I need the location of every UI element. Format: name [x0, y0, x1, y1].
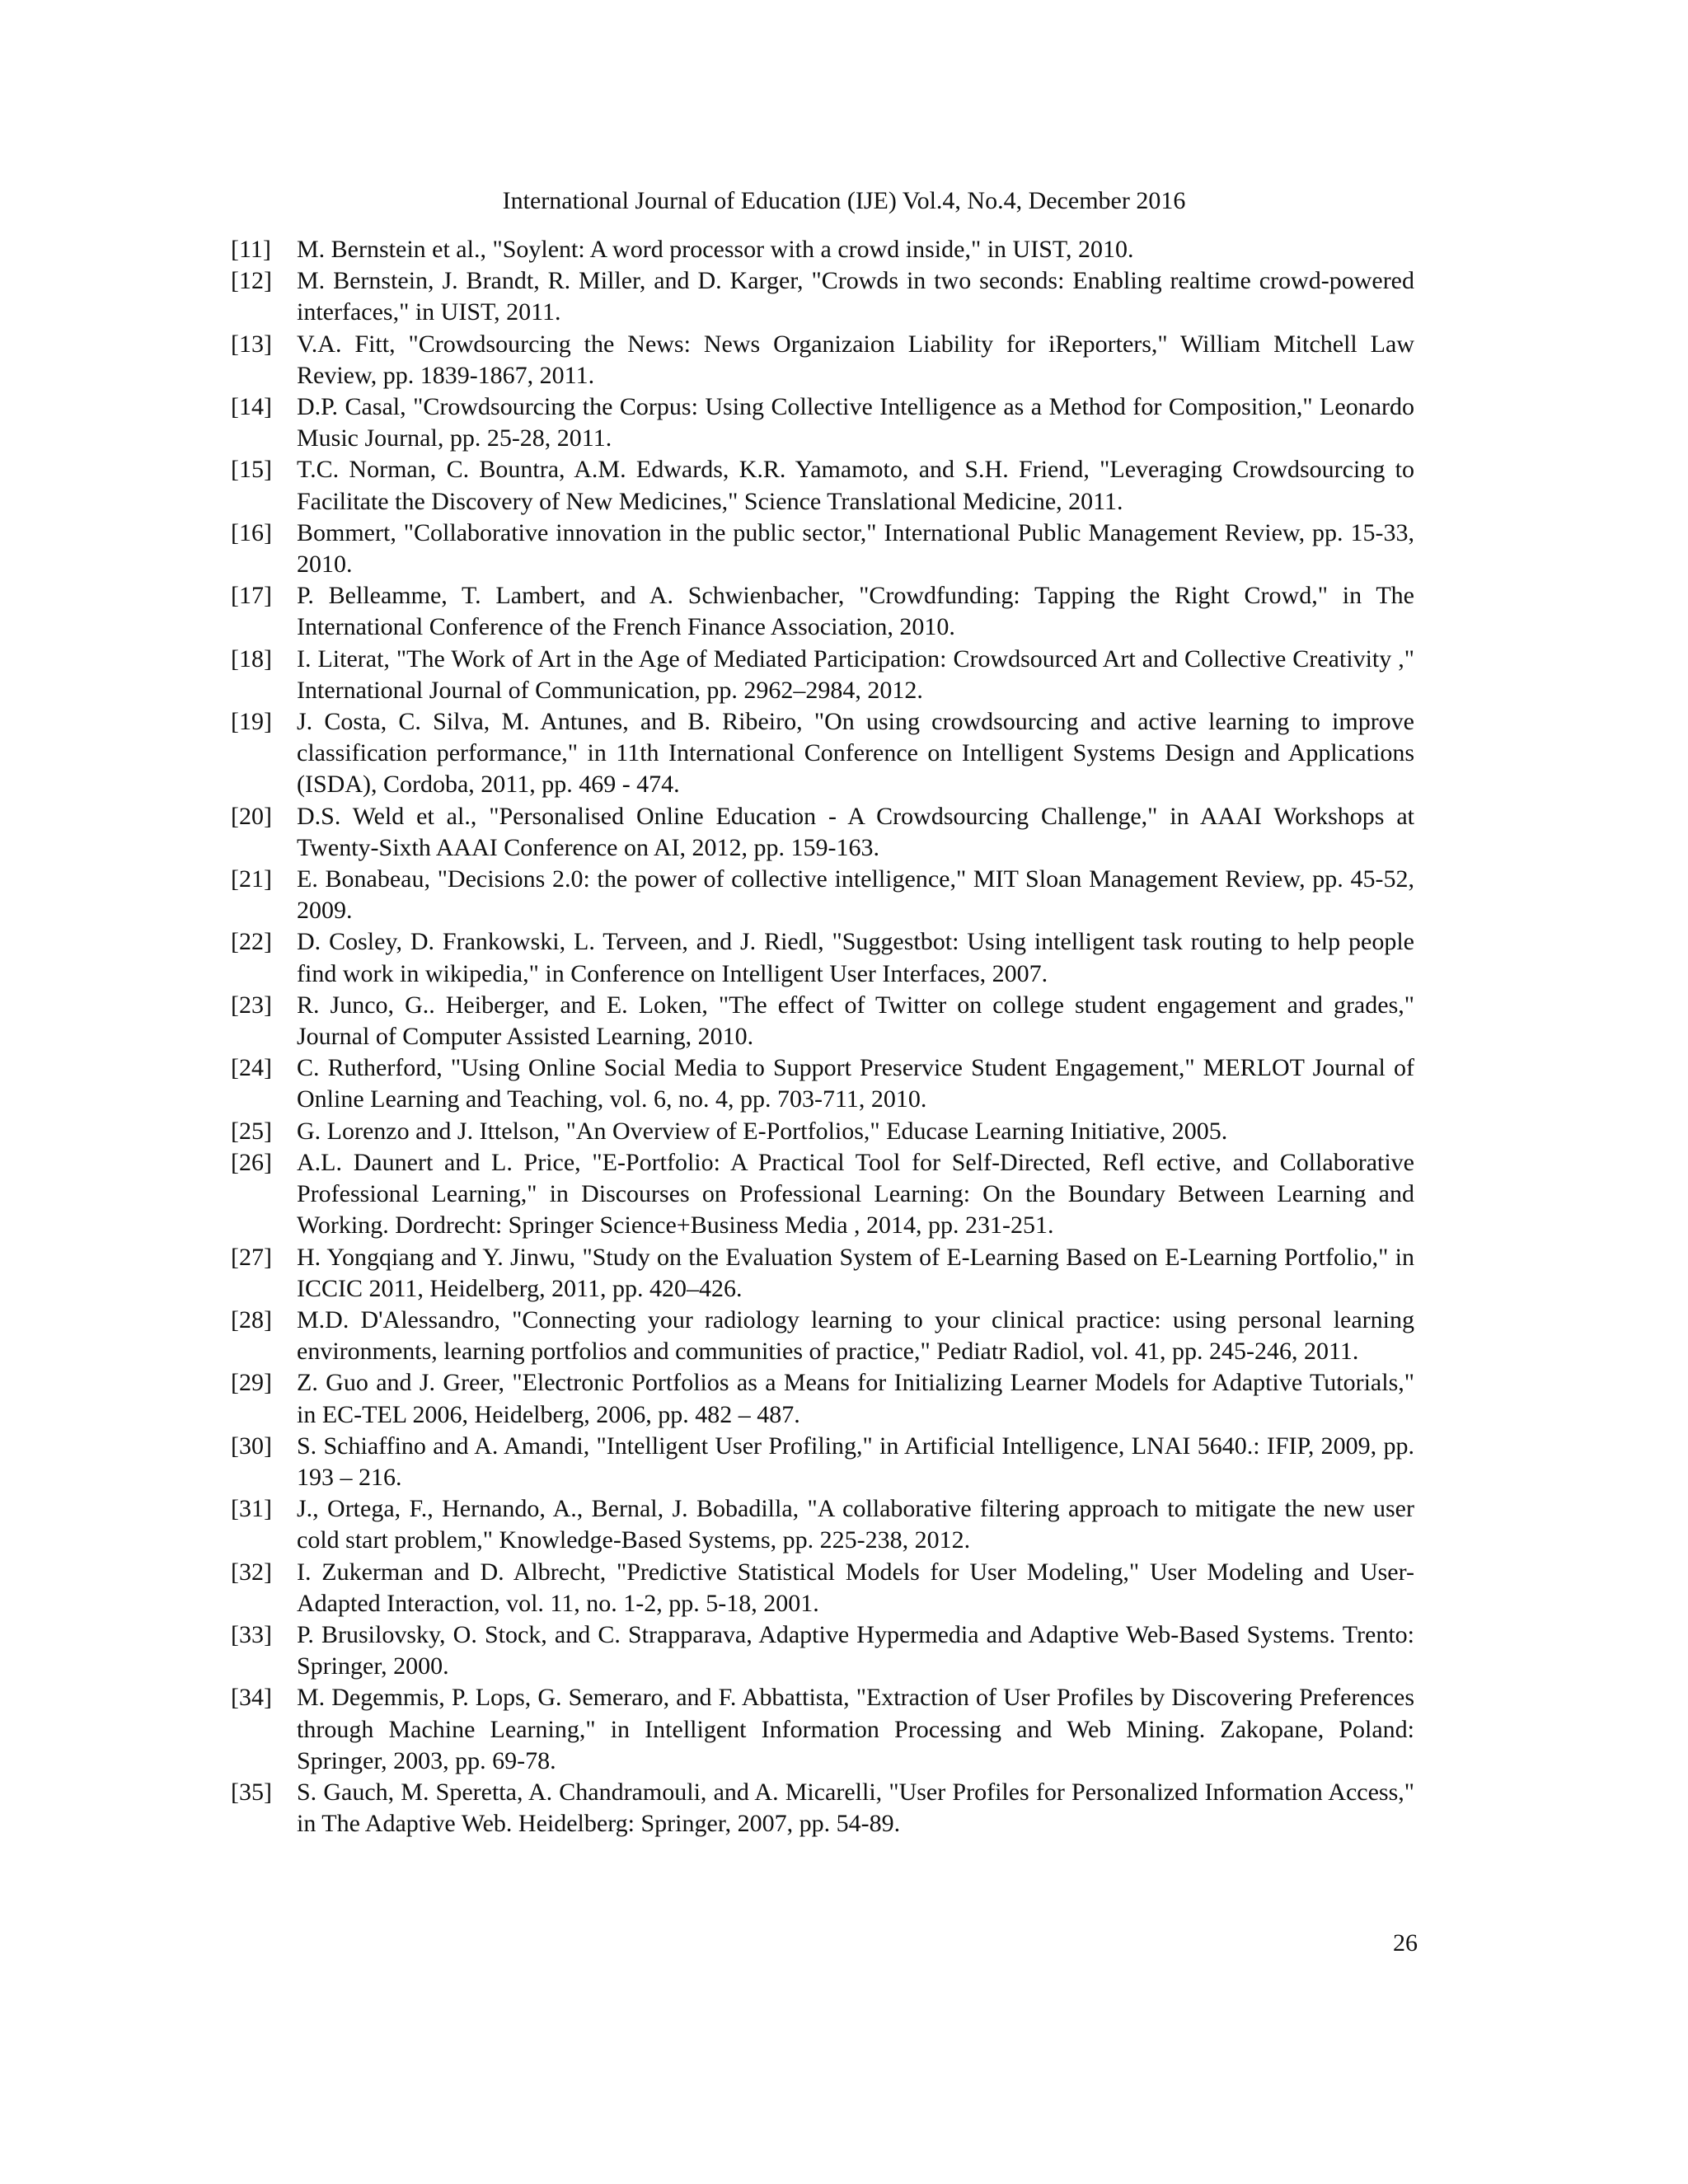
reference-text: A.L. Daunert and L. Price, "E-Portfolio: A Practical Tool for Self-Directed, Refl ective, and Collaborative Professional Learning," in Discourses on Professional Learning: On the Boundary Between Learning and Working. Dordrecht: Springer Science+Business Media , 2014, pp. 231-251.	[297, 1148, 1414, 1240]
reference-item	[231, 1431, 1414, 1493]
reference-text: T.C. Norman, C. Bountra, A.M. Edwards, K.R. Yamamoto, and S.H. Friend, "Leveraging Crowdsourcing to Facilitate the Discovery of New Medicines," Science Translational Medicine, 2011.	[297, 456, 1414, 515]
reference-number: [34]	[231, 1684, 272, 1712]
reference-number: [17]	[231, 582, 272, 610]
reference-text: M. Bernstein, J. Brandt, R. Miller, and D. Karger, "Crowds in two seconds: Enabling realtime crowd-powered interfaces," in UIST, 2011.	[297, 267, 1414, 326]
reference-text: I. Zukerman and D. Albrecht, "Predictive Statistical Models for User Modeling," User Modeling and User-Adapted Interaction, vol. 11, no. 1-2, pp. 5-18, 2001.	[297, 1558, 1414, 1617]
reference-number: [24]	[231, 1054, 272, 1082]
reference-number: [11]	[231, 236, 271, 263]
reference-number: [16]	[231, 518, 272, 546]
reference-item	[231, 1557, 1414, 1619]
reference-text: J., Ortega, F., Hernando, A., Bernal, J. Bobadilla, "A collaborative filtering approach to mitigate the new user cold start problem," Knowledge-Based Systems, pp. 225-238, 2012.	[297, 1495, 1414, 1554]
reference-number: [27]	[231, 1243, 272, 1271]
reference-number: [21]	[231, 865, 272, 893]
reference-item	[231, 1777, 1414, 1840]
reference-text: M. Degemmis, P. Lops, G. Semeraro, and F. Abbattista, "Extraction of User Profiles by Discovering Preferences through Machine Learning," in Intelligent Information Processing and Web Mining. Zakopane, Poland: Springer, 2003, pp. 69-78.	[297, 1684, 1414, 1774]
reference-item	[231, 518, 1414, 580]
reference-item	[231, 391, 1414, 454]
page-number: 26	[1393, 1929, 1418, 1957]
reference-text: M. Bernstein et al., "Soylent: A word processor with a crowd inside," in UIST, 2010.	[297, 236, 1134, 263]
reference-number: [26]	[231, 1148, 272, 1176]
reference-number: [33]	[231, 1620, 272, 1648]
reference-number: [29]	[231, 1369, 272, 1397]
reference-item	[231, 1619, 1414, 1682]
reference-text: P. Belleamme, T. Lambert, and A. Schwienbacher, "Crowdfunding: Tapping the Right Crowd," in The International Conference of the French Finance Association, 2010.	[297, 582, 1414, 641]
reference-item	[231, 1147, 1414, 1242]
reference-text: E. Bonabeau, "Decisions 2.0: the power of collective intelligence," MIT Sloan Management Review, pp. 45-52, 2009.	[297, 865, 1414, 925]
reference-text: R. Junco, G.. Heiberger, and E. Loken, "The effect of Twitter on college student engagement and grades," Journal of Computer Assisted Learning, 2010.	[297, 991, 1414, 1051]
reference-item	[231, 1116, 1414, 1147]
reference-text: Z. Guo and J. Greer, "Electronic Portfolios as a Means for Initializing Learner Models for Adaptive Tutorials," in EC-TEL 2006, Heidelberg, 2006, pp. 482 – 487.	[297, 1369, 1414, 1428]
reference-text: J. Costa, C. Silva, M. Antunes, and B. Ribeiro, "On using crowdsourcing and active learning to improve classification performance," in 11th International Conference on Intelligent Systems Design and Applications (ISDA), Cordoba, 2011, pp. 469 - 474.	[297, 708, 1414, 799]
reference-text: D.P. Casal, "Crowdsourcing the Corpus: Using Collective Intelligence as a Method for Composition," Leonardo Music Journal, pp. 25-28, 2011.	[297, 393, 1414, 452]
reference-item	[231, 1242, 1414, 1305]
reference-text: M.D. D'Alessandro, "Connecting your radiology learning to your clinical practice: using personal learning environments, learning portfolios and communities of practice," Pediatr Radiol, vol. 41, pp. 245-246, 2011.	[297, 1305, 1414, 1366]
reference-number: [30]	[231, 1432, 272, 1460]
reference-item	[231, 454, 1414, 517]
reference-text: I. Literat, "The Work of Art in the Age of Mediated Participation: Crowdsourced Art and Collective Creativity ," International Journal of Communication, pp. 2962–2984, 2012.	[297, 644, 1414, 704]
reference-item	[231, 265, 1414, 328]
reference-text: C. Rutherford, "Using Online Social Media to Support Preservice Student Engagement," MERLOT Journal of Online Learning and Teaching, vol. 6, no. 4, pp. 703-711, 2010.	[297, 1054, 1414, 1113]
reference-number: [28]	[231, 1305, 272, 1333]
reference-text: H. Yongqiang and Y. Jinwu, "Study on the Evaluation System of E-Learning Based on E-Learning Portfolio," in ICCIC 2011, Heidelberg, 2011, pp. 420–426.	[297, 1243, 1414, 1302]
reference-item	[231, 234, 1414, 265]
reference-item	[231, 990, 1414, 1052]
reference-item	[231, 864, 1414, 926]
reference-item	[231, 1052, 1414, 1115]
reference-item	[231, 644, 1414, 706]
reference-text: Bommert, "Collaborative innovation in the public sector," International Public Management Review, pp. 15-33, 2010.	[297, 518, 1414, 579]
reference-item	[231, 801, 1414, 864]
reference-item	[231, 329, 1414, 391]
reference-number: [23]	[231, 991, 272, 1019]
reference-text: S. Schiaffino and A. Amandi, "Intelligent User Profiling," in Artificial Intelligence, LNAI 5640.: IFIP, 2009, pp. 193 – 216.	[297, 1432, 1414, 1491]
reference-number: [25]	[231, 1117, 272, 1145]
reference-text: G. Lorenzo and J. Ittelson, "An Overview of E-Portfolios," Educase Learning Initiative, 2005.	[297, 1117, 1228, 1145]
reference-item	[231, 706, 1414, 801]
reference-text: D.S. Weld et al., "Personalised Online Education - A Crowdsourcing Challenge," in AAAI Workshops at Twenty-Sixth AAAI Conference on AI, 2012, pp. 159-163.	[297, 802, 1414, 861]
reference-item	[231, 926, 1414, 989]
reference-item	[231, 1367, 1414, 1430]
reference-item	[231, 1682, 1414, 1777]
reference-number: [22]	[231, 928, 272, 956]
reference-text: D. Cosley, D. Frankowski, L. Terveen, and J. Riedl, "Suggestbot: Using intelligent task routing to help people find work in wikipedia," in Conference on Intelligent User Interfaces, 2007.	[297, 928, 1414, 987]
reference-text: S. Gauch, M. Speretta, A. Chandramouli, and A. Micarelli, "User Profiles for Personalized Information Access," in The Adaptive Web. Heidelberg: Springer, 2007, pp. 54-89.	[297, 1778, 1414, 1838]
reference-number: [32]	[231, 1558, 272, 1586]
running-header: International Journal of Education (IJE) Vol.4, No.4, December 2016	[502, 187, 1186, 214]
reference-number: [18]	[231, 644, 272, 673]
reference-number: [14]	[231, 393, 272, 421]
reference-text: P. Brusilovsky, O. Stock, and C. Strapparava, Adaptive Hypermedia and Adaptive Web-Based Systems. Trento: Springer, 2000.	[297, 1620, 1414, 1680]
reference-number: [13]	[231, 330, 272, 358]
reference-number: [35]	[231, 1778, 272, 1806]
reference-number: [12]	[231, 267, 272, 295]
reference-number: [19]	[231, 708, 272, 736]
reference-list	[231, 234, 1414, 1840]
reference-item	[231, 580, 1414, 643]
reference-number: [20]	[231, 802, 272, 830]
reference-item	[231, 1493, 1414, 1556]
reference-text: V.A. Fitt, "Crowdsourcing the News: News Organizaion Liability for iReporters," William Mitchell Law Review, pp. 1839-1867, 2011.	[297, 330, 1414, 389]
reference-number: [31]	[231, 1495, 272, 1523]
reference-number: [15]	[231, 456, 272, 484]
reference-item	[231, 1305, 1414, 1367]
